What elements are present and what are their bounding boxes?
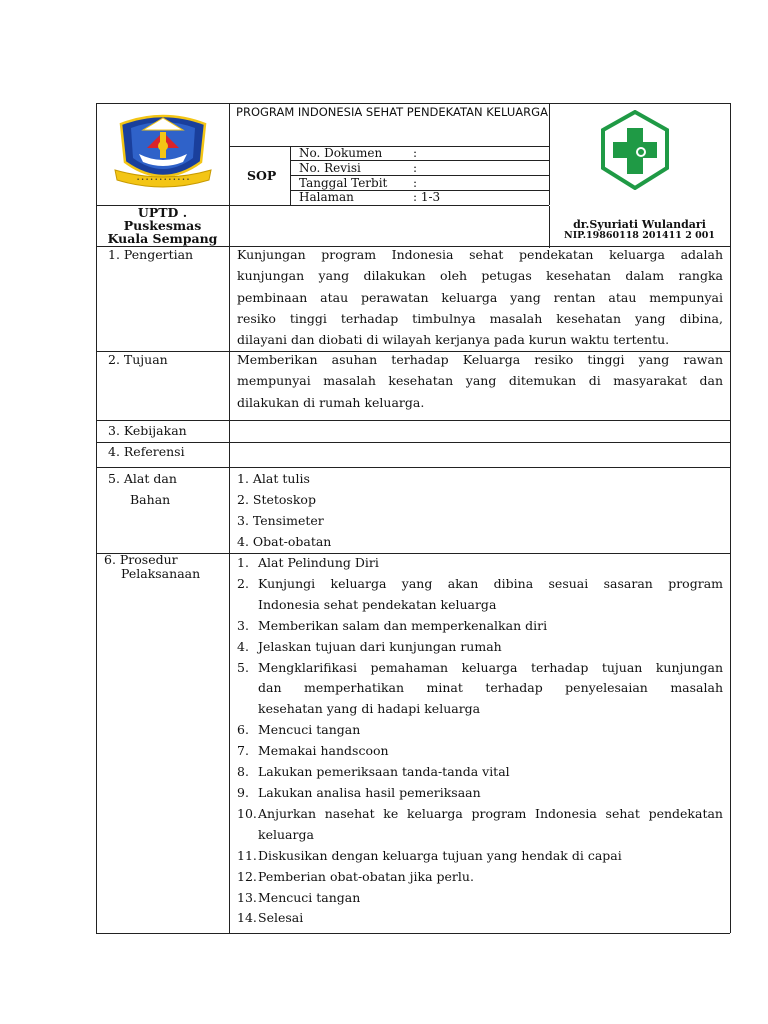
- prosedur-step-text: Anjurkan nasehat ke keluarga program Indonesia sehat pendekatan: [258, 805, 723, 821]
- prosedur-step-text: Kunjungi keluarga yang akan dibina sesuai sasaran program: [258, 575, 723, 591]
- alat-item: 4. Obat-obatan: [237, 534, 332, 549]
- tujuan-line: dilakukan di rumah keluarga.: [237, 394, 425, 410]
- org-line-3: Kuala Sempang: [107, 231, 218, 246]
- prosedur-step-text: Mencuci tangan: [258, 722, 361, 738]
- prosedur-step: [237, 908, 723, 929]
- alat-label: 5. Alat dan: [108, 471, 177, 486]
- prosedur-label-cont: Pelaksanaan: [121, 566, 201, 581]
- pengertian-line: Kunjungan program Indonesia sehat pendekatan keluarga adalah: [237, 247, 723, 262]
- prosedur-step-number: 3.: [237, 617, 249, 633]
- prosedur-step: [237, 720, 723, 741]
- prosedur-step: [237, 888, 723, 909]
- prosedur-step: [237, 846, 723, 867]
- issue-date-value: :: [413, 176, 418, 190]
- prosedur-step-text: Memakai handscoon: [258, 743, 389, 759]
- prosedur-step-text: kesehatan yang di hadapi keluarga: [258, 701, 481, 717]
- prosedur-step-number: 1.: [237, 555, 249, 570]
- tujuan-text: [237, 349, 723, 413]
- pengertian-line: pembinaan atau perawatan keluarga yang rentan atau mempunyai: [237, 289, 723, 305]
- prosedur-step-number: 7.: [237, 743, 249, 759]
- pengertian-label: 1. Pengertian: [108, 247, 194, 262]
- prosedur-step: [237, 804, 723, 846]
- prosedur-step: [237, 741, 723, 762]
- issue-date-label: Tanggal Terbit: [299, 176, 388, 190]
- prosedur-step-text: Mencuci tangan: [258, 889, 361, 905]
- tujuan-line: mempunyai masalah kesehatan yang ditemukan di masyarakat dan: [237, 373, 723, 389]
- organisation-name: [96, 206, 229, 245]
- prosedur-step-number: 6.: [237, 722, 249, 738]
- prosedur-step-text: Lakukan pemeriksaan tanda-tanda vital: [258, 764, 510, 780]
- doc-no-value: :: [413, 146, 418, 160]
- prosedur-step: [237, 783, 723, 804]
- prosedur-step-text: Mengklarifikasi pemahaman keluarga terhadap tujuan kunjungan: [258, 659, 723, 675]
- kebijakan-label: 3. Kebijakan: [108, 423, 187, 438]
- puskesmas-logo: [601, 110, 669, 190]
- prosedur-step-text: Selesai: [258, 910, 304, 926]
- org-line-1: UPTD .: [137, 205, 188, 220]
- alat-label-cont: Bahan: [130, 492, 171, 507]
- signer-nip: NIP.19860118 201411 2 001: [564, 230, 715, 241]
- prosedur-step-number: 12.: [237, 868, 257, 884]
- alat-item: 3. Tensimeter: [237, 513, 324, 528]
- alat-item: 2. Stetoskop: [237, 492, 316, 507]
- pengertian-line: dilayani dan diobati di wilayah kerjanya pada kurun waktu tertentu.: [237, 332, 670, 348]
- prosedur-step: [237, 574, 723, 616]
- prosedur-step-text: Pemberian obat-obatan jika perlu.: [258, 868, 474, 884]
- prosedur-step: [237, 637, 723, 658]
- prosedur-label: 6. Prosedur: [104, 552, 178, 567]
- prosedur-step: [237, 867, 723, 888]
- prosedur-step-number: 13.: [237, 889, 257, 905]
- prosedur-step-number: 9.: [237, 784, 249, 800]
- prosedur-step-number: 11.: [237, 847, 257, 863]
- prosedur-step-number: 4.: [237, 638, 249, 654]
- tujuan-label: 2. Tujuan: [108, 352, 168, 367]
- pengertian-line: kunjungan yang dilakukan oleh petugas kesehatan dalam rangka: [237, 268, 723, 284]
- prosedur-step: [237, 616, 723, 637]
- prosedur-step: [237, 553, 723, 574]
- prosedur-step-text: Diskusikan dengan keluarga tujuan yang hendak di capai: [258, 847, 622, 863]
- pengertian-line: resiko tinggi terhadap timbulnya masalah kesehatan yang dibina,: [237, 310, 723, 326]
- svg-text:• • • • • • • • • • • •: • • • • • • • • • • • •: [136, 177, 190, 183]
- prosedur-step-text: dan memperhatikan minat terhadap penyelesaian masalah: [258, 680, 723, 696]
- prosedur-step-number: 8.: [237, 764, 249, 780]
- regency-emblem: [113, 110, 213, 194]
- tujuan-line: Memberikan asuhan terhadap Keluarga resiko tinggi yang rawan: [237, 352, 723, 367]
- prosedur-step: [237, 762, 723, 783]
- prosedur-step-number: 10.: [237, 805, 257, 821]
- prosedur-list: [237, 553, 723, 929]
- prosedur-step-text: Memberikan salam dan memperkenalkan diri: [258, 617, 548, 633]
- sop-label: SOP: [247, 168, 277, 183]
- prosedur-step-text: Lakukan analisa hasil pemeriksaan: [258, 784, 481, 800]
- alat-item: 1. Alat tulis: [237, 471, 310, 486]
- prosedur-step-number: 5.: [237, 659, 249, 675]
- document-title: PROGRAM INDONESIA SEHAT PENDEKATAN KELUARGA: [236, 105, 548, 119]
- pengertian-text: [237, 244, 723, 350]
- page-label: Halaman: [299, 190, 354, 204]
- prosedur-step-text: Indonesia sehat pendekatan keluarga: [258, 596, 497, 612]
- prosedur-step-text: keluarga: [258, 826, 314, 842]
- revision-value: :: [413, 161, 418, 175]
- doc-no-label: No. Dokumen: [299, 146, 383, 160]
- prosedur-step-text: Alat Pelindung Diri: [258, 555, 379, 570]
- prosedur-step-number: 2.: [237, 575, 249, 591]
- prosedur-step-number: 14.: [237, 910, 257, 926]
- signer-name: dr.Syuriati Wulandari: [573, 218, 706, 231]
- prosedur-step-text: Jelaskan tujuan dari kunjungan rumah: [258, 638, 502, 654]
- referensi-label: 4. Referensi: [108, 444, 185, 459]
- revision-label: No. Revisi: [299, 161, 361, 175]
- page-value: : 1-3: [413, 190, 441, 204]
- prosedur-step: [237, 658, 723, 721]
- org-line-2: Puskesmas: [123, 218, 202, 233]
